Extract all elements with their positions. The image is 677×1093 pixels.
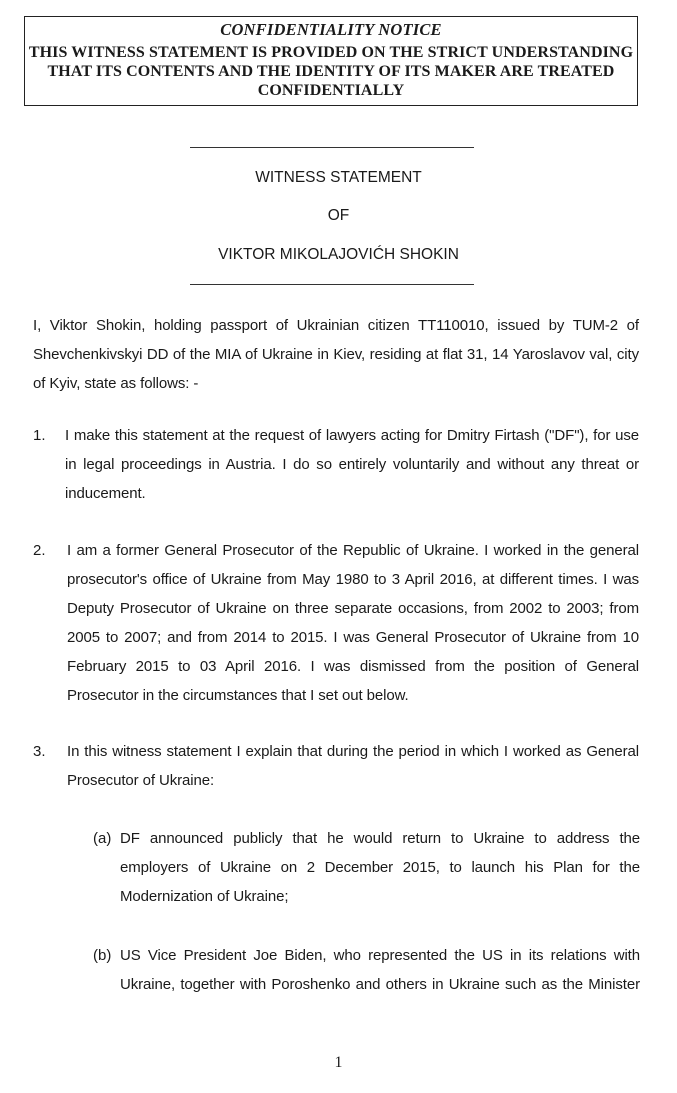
subitem-label: (b) [93,947,112,964]
heading-bottom-rule [190,284,474,285]
paragraph-number: 1. [33,427,46,444]
heading-of: OF [327,207,350,224]
paragraph-text: I make this statement at the request of lawyers acting for Dmitry Firtash ("DF"), for use in legal proceedings in Austria. I do so entirely voluntarily and without any threat or inducement. [65,427,639,502]
paragraph-text: I am a former General Prosecutor of the Republic of Ukraine. I worked in the general prosecutor's office of Ukraine from May 1980 to 3 April 2016, at different times. I was Deputy Prosecutor of Ukraine on three separate occasions, from 2002 to 2003; from 2005 to 2007; and from 2014 to 2015. I was General Prosecutor of Ukraine from 10 February 2015 to 03 April 2016. I was dismissed from the position of General Prosecutor in the circumstances that I set out below. [67,542,639,704]
subitem-label: (a) [93,830,112,847]
intro-paragraph: I, Viktor Shokin, holding passport of Ukrainian citizen TT110010, issued by TUM-2 of Shevchenkivskyi DD of the MIA of Ukraine in Kiev, residing at flat 31, 14 Yaroslavov val, city of Kyiv, state as follows: - [33,317,639,392]
subitem-text: DF announced publicly that he would return to Ukraine to address the employers of Ukraine on 2 December 2015, to launch his Plan for the Modernization of Ukraine; [120,830,640,905]
heading-name: VIKTOR MIKOLAJOVIĆH SHOKIN [218,246,459,263]
paragraph-number: 3. [33,743,46,760]
paragraph-text: In this witness statement I explain that during the period in which I worked as General Prosecutor of Ukraine: [67,743,639,789]
page-number: 1 [334,1054,343,1071]
notice-title: CONFIDENTIALITY NOTICE [220,20,442,39]
subitem-text: US Vice President Joe Biden, who represented the US in its relations with Ukraine, together with Poroshenko and others in Ukraine such as the Minister [120,947,640,993]
paragraph-number: 2. [33,542,46,559]
heading-top-rule [190,147,474,148]
heading-title: WITNESS STATEMENT [255,169,422,186]
confidentiality-notice-box [24,16,638,106]
notice-body: THIS WITNESS STATEMENT IS PROVIDED ON THE STRICT UNDERSTANDING THAT ITS CONTENTS AND THE IDENTITY OF ITS MAKER ARE TREATED CONFIDENTIALLY [28,44,634,99]
